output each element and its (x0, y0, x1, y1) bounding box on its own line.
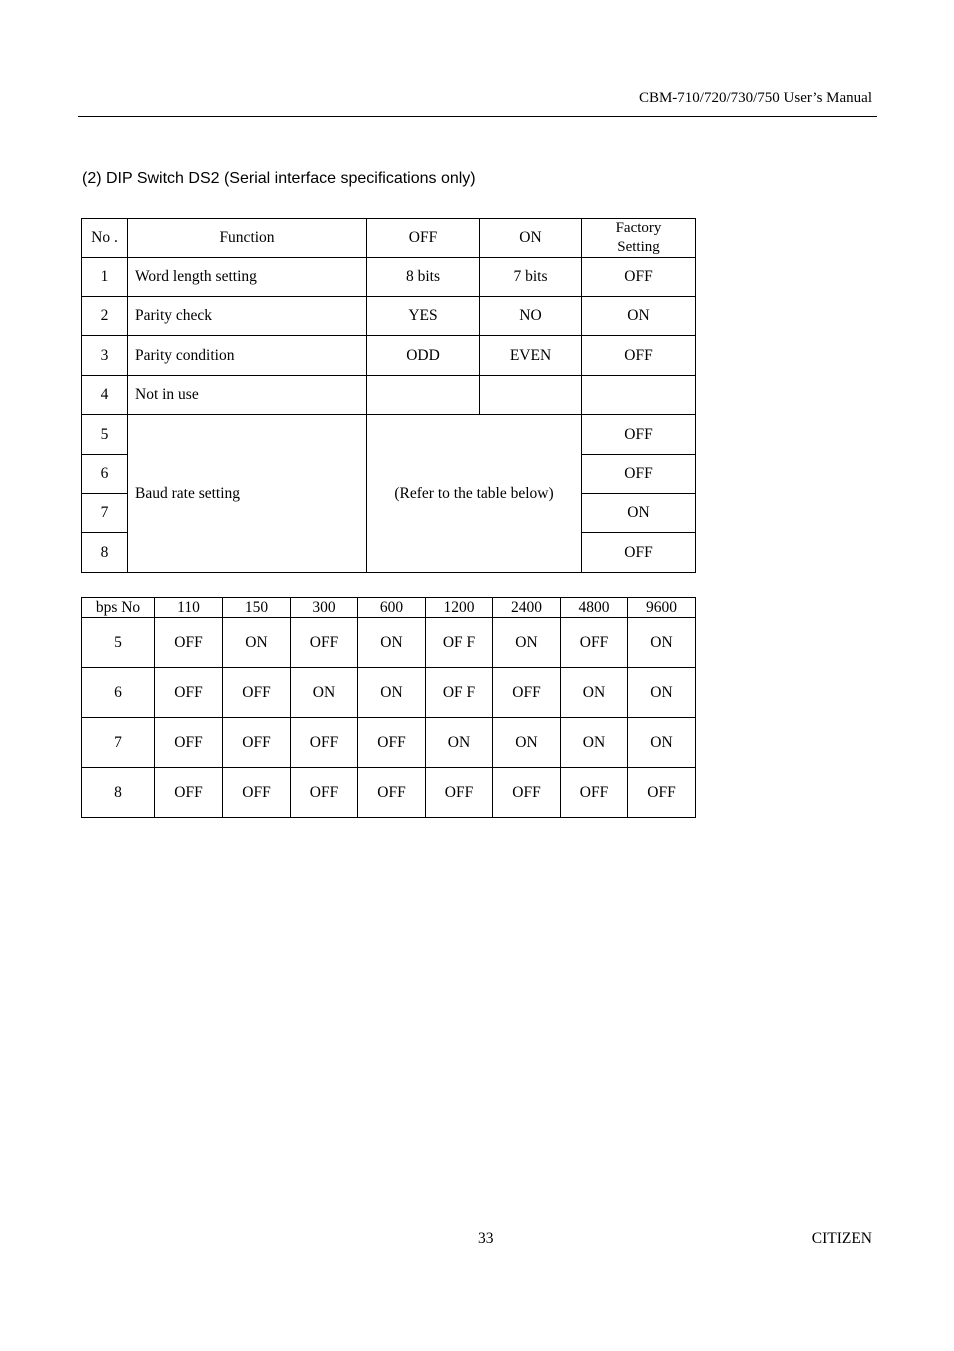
baud-rate-header: 110 (155, 598, 223, 618)
baud-cell: OFF (358, 718, 426, 768)
baud-cell: ON (561, 718, 628, 768)
baud-switch-no: 8 (82, 768, 155, 818)
header-factory-line1: Factory (615, 220, 662, 236)
row-no: 5 (82, 415, 128, 455)
baud-cell: ON (358, 618, 426, 668)
section-heading: (2) DIP Switch DS2 (Serial interface specifications only) (82, 170, 476, 187)
baud-switch-no: 7 (82, 718, 155, 768)
header-factory-setting (582, 219, 696, 258)
baud-switch-no: 5 (82, 618, 155, 668)
baud-cell: ON (223, 618, 291, 668)
row-factory: OFF (582, 336, 696, 376)
baud-cell: OFF (493, 768, 561, 818)
row-function: Not in use (128, 376, 367, 415)
header-no: No . (82, 219, 128, 258)
baud-cell: OFF (155, 618, 223, 668)
baud-cell: ON (561, 668, 628, 718)
baud-corner-label: bps No (82, 598, 155, 618)
row-off (367, 376, 480, 415)
baud-cell: OFF (561, 618, 628, 668)
table-row (82, 668, 696, 718)
table-row (82, 618, 696, 668)
header-function: Function (128, 219, 367, 258)
row-no: 7 (82, 494, 128, 533)
baud-cell: OFF (561, 768, 628, 818)
baud-cell: ON (426, 718, 493, 768)
baud-cell: OF F (426, 668, 493, 718)
baud-cell: OFF (493, 668, 561, 718)
row-no: 6 (82, 455, 128, 494)
baud-switch-no: 6 (82, 668, 155, 718)
baud-cell: ON (628, 718, 696, 768)
row-no: 3 (82, 336, 128, 376)
row-factory: OFF (582, 258, 696, 297)
baud-rate-function: Baud rate setting (128, 415, 367, 573)
row-no: 1 (82, 258, 128, 297)
row-factory: ON (582, 494, 696, 533)
table-row (82, 376, 696, 415)
row-factory (582, 376, 696, 415)
baud-rate-header: 2400 (493, 598, 561, 618)
baud-cell: OFF (155, 768, 223, 818)
baud-rate-table (81, 597, 696, 818)
baud-rate-header: 300 (291, 598, 358, 618)
row-off: ODD (367, 336, 480, 376)
baud-cell: OFF (223, 768, 291, 818)
header-factory-line2: Setting (617, 239, 660, 255)
table-row (82, 297, 696, 336)
baud-rate-note: (Refer to the table below) (367, 415, 582, 573)
baud-cell: ON (493, 718, 561, 768)
table-row (82, 718, 696, 768)
baud-cell: OFF (155, 668, 223, 718)
baud-cell: ON (628, 618, 696, 668)
table-row (82, 768, 696, 818)
row-function: Parity condition (128, 336, 367, 376)
baud-cell: OFF (291, 768, 358, 818)
baud-cell: ON (291, 668, 358, 718)
header-divider (78, 116, 877, 117)
baud-cell: OFF (223, 718, 291, 768)
row-no: 8 (82, 533, 128, 573)
baud-cell: ON (493, 618, 561, 668)
manual-title: CBM-710/720/730/750 User’s Manual (638, 90, 872, 106)
row-off: YES (367, 297, 480, 336)
baud-header-row (82, 598, 696, 618)
baud-cell: OFF (155, 718, 223, 768)
row-off: 8 bits (367, 258, 480, 297)
baud-rate-header: 9600 (628, 598, 696, 618)
baud-cell: OF F (426, 618, 493, 668)
row-factory: OFF (582, 533, 696, 573)
page-number: 33 (478, 1230, 494, 1247)
baud-rate-header: 150 (223, 598, 291, 618)
baud-cell: ON (628, 668, 696, 718)
row-factory: ON (582, 297, 696, 336)
table-header-row (82, 219, 696, 258)
baud-cell: OFF (223, 668, 291, 718)
table-row (82, 336, 696, 376)
baud-cell: OFF (291, 718, 358, 768)
brand-name: CITIZEN (811, 1230, 872, 1247)
row-no: 2 (82, 297, 128, 336)
row-function: Word length setting (128, 258, 367, 297)
baud-rate-header: 1200 (426, 598, 493, 618)
row-on (480, 376, 582, 415)
row-no: 4 (82, 376, 128, 415)
baud-rate-header: 4800 (561, 598, 628, 618)
baud-cell: OFF (426, 768, 493, 818)
baud-cell: OFF (358, 768, 426, 818)
table-row (82, 258, 696, 297)
row-on: NO (480, 297, 582, 336)
header-on: ON (480, 219, 582, 258)
row-factory: OFF (582, 415, 696, 455)
row-function: Parity check (128, 297, 367, 336)
baud-cell: OFF (291, 618, 358, 668)
baud-cell: ON (358, 668, 426, 718)
baud-rate-header: 600 (358, 598, 426, 618)
ds2-settings-table (81, 218, 696, 573)
table-row (82, 415, 696, 455)
row-on: 7 bits (480, 258, 582, 297)
row-factory: OFF (582, 455, 696, 494)
row-on: EVEN (480, 336, 582, 376)
header-off: OFF (367, 219, 480, 258)
baud-cell: OFF (628, 768, 696, 818)
